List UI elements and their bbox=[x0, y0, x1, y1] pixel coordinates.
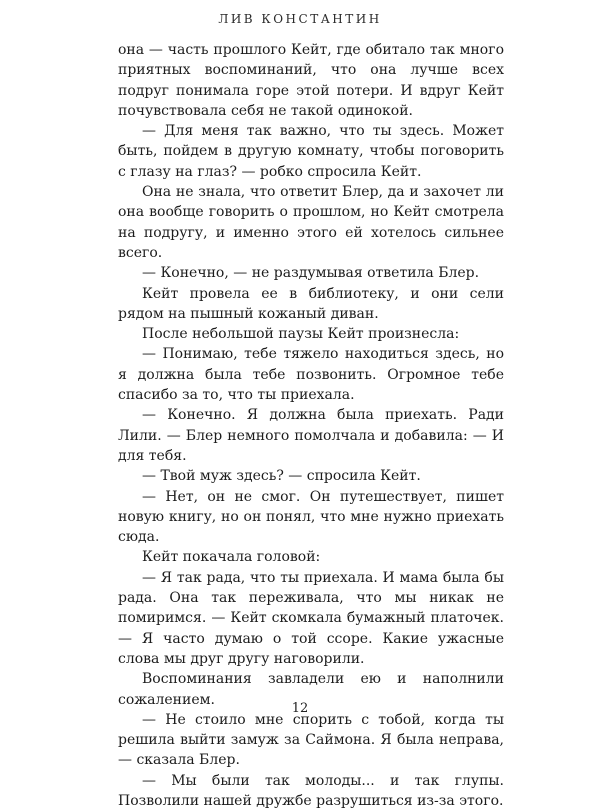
running-head: ЛИВ КОНСТАНТИН bbox=[218, 12, 382, 26]
paragraph: она — часть прошлого Кейт, где обитало так много приятных воспоминаний, что она лучше всех подруг понимала горе этой потери. И вдруг Кейт почувствовала себя не такой одинокой. bbox=[118, 42, 504, 119]
paragraph: — Твой муж здесь? — спросила Кейт. bbox=[142, 468, 421, 485]
paragraph: — Для меня так важно, что ты здесь. Может быть, пойдем в другую комнату, чтобы поговорить с глазу на глаз? — робко спросила Кейт. bbox=[118, 123, 504, 180]
paragraph: — Я так рада, что ты приехала. И мама была бы рада. Она так переживала, что мы никак не помиримся. — Кейт скомкала бумажный платочек. — Я часто думаю о той ссоре. Какие ужасные слова мы друг другу наговорили. bbox=[118, 569, 504, 667]
paragraph: — Конечно, — не раздумывая ответила Блер. bbox=[142, 265, 480, 282]
paragraph: — Мы были так молоды... и так глупы. Позволили нашей дружбе разрушиться из-за этого. bbox=[118, 772, 504, 809]
body-text bbox=[118, 40, 504, 811]
paragraph: — Понимаю, тебе тяжело находиться здесь, но я должна была тебе позвонить. Огромное тебе спасибо за то, что ты приехала. bbox=[118, 346, 504, 404]
paragraph: — Нет, он не смог. Он путешествует, пишет новую книгу, но он понял, что мне нужно приехать сюда. bbox=[118, 488, 504, 546]
paragraph: После небольшой паузы Кейт произнесла: bbox=[142, 326, 460, 343]
paragraph: Кейт покачала головой: bbox=[142, 549, 321, 566]
paragraph: Воспоминания завладели ею и наполнили сожалением. bbox=[118, 671, 504, 708]
paragraph: — Конечно. Я должна была приехать. Ради Лили. — Блер немного помолчала и добавила: — И для тебя. bbox=[118, 407, 504, 464]
paragraph: — Не стоило мне спорить с тобой, когда ты решила выйти замуж за Саймона. Я была неправа, — сказала Блер. bbox=[118, 711, 504, 769]
paragraph: Кейт провела ее в библиотеку, и они сели рядом на пышный кожаный диван. bbox=[118, 285, 504, 322]
page-number: 12 bbox=[291, 701, 309, 716]
paragraph: Она не знала, что ответит Блер, да и захочет ли она вообще говорить о прошлом, но Кейт смотрела на подругу, и именно этого ей хотелось сильнее всего. bbox=[118, 184, 504, 261]
